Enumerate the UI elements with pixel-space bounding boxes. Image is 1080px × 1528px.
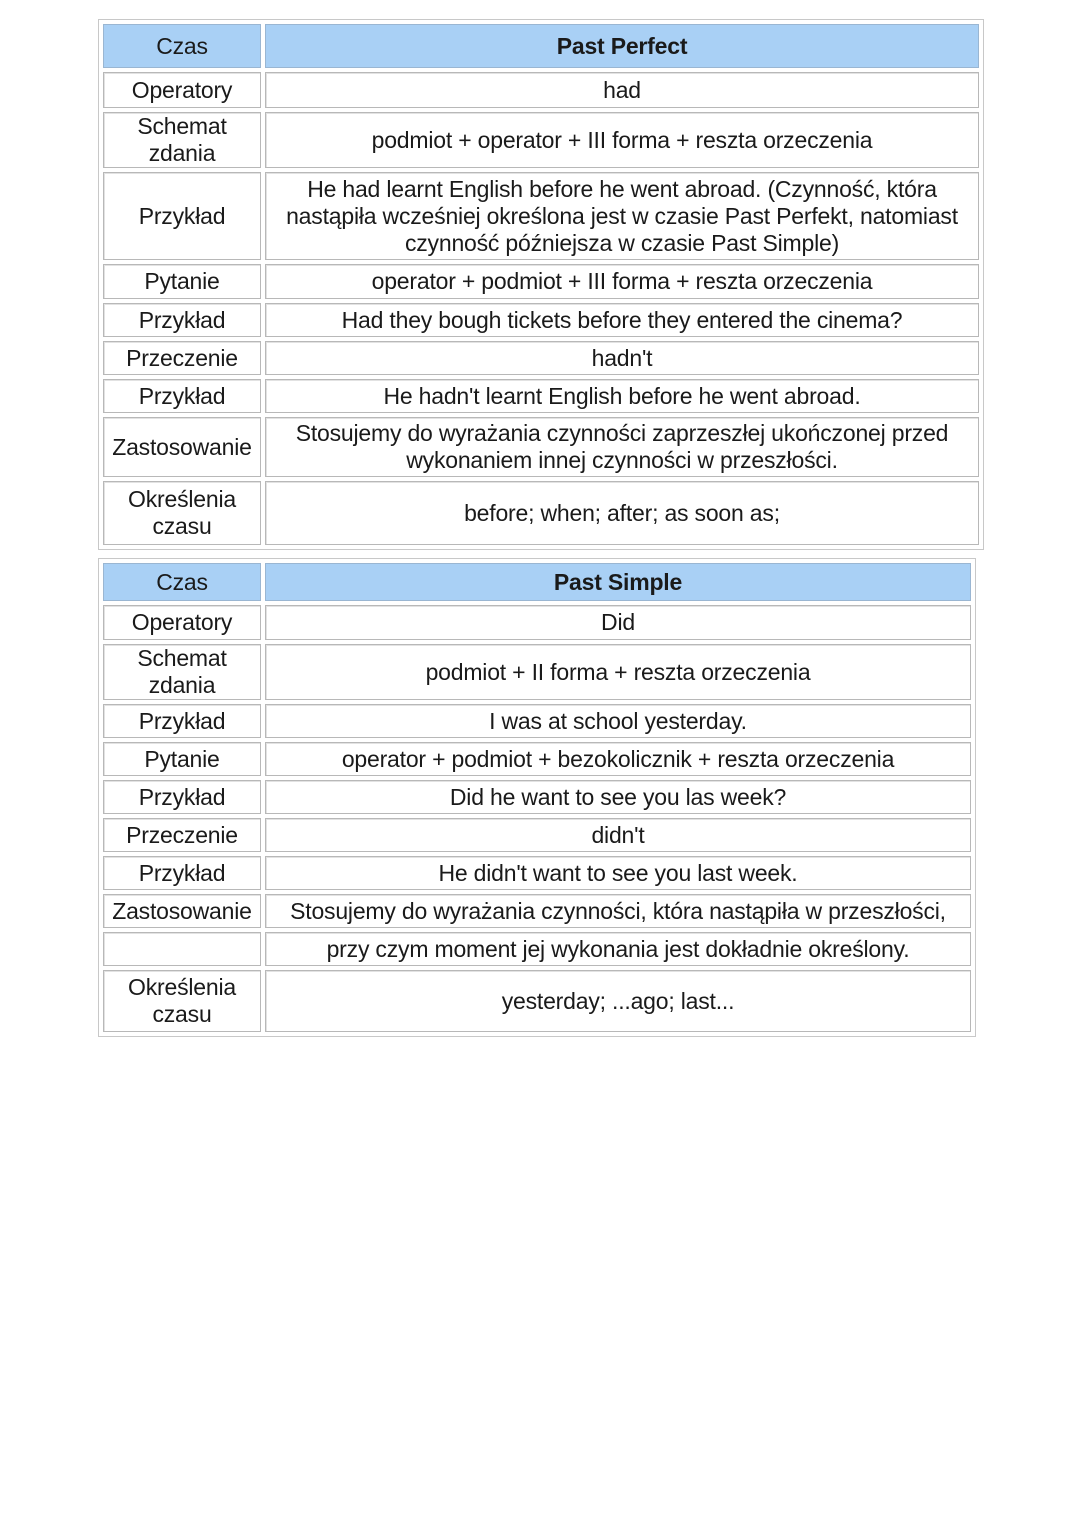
row-label: Przeczenie (103, 818, 261, 852)
row-label: Przeczenie (103, 341, 261, 375)
row-value: hadn't (265, 341, 979, 375)
table-row (103, 780, 971, 814)
row-label: Operatory (103, 72, 261, 108)
row-label: Operatory (103, 605, 261, 640)
table-header-row (103, 563, 971, 601)
table-row (103, 417, 979, 477)
tense-title: Past Simple (265, 563, 971, 601)
table-row (103, 742, 971, 776)
row-label: Schemat zdania (103, 112, 261, 168)
table-row (103, 894, 971, 928)
row-label: Przykład (103, 172, 261, 260)
table-row (103, 818, 971, 852)
row-value: Had they bough tickets before they entered the cinema? (265, 303, 979, 337)
row-value: Stosujemy do wyrażania czynności zaprzeszłej ukończonej przed wykonaniem innej czynności w przeszłości. (265, 417, 979, 477)
table-row (103, 172, 979, 260)
row-label: Zastosowanie (103, 417, 261, 477)
table-row (103, 856, 971, 890)
table-row (103, 112, 979, 168)
row-label: Przykład (103, 856, 261, 890)
past-simple-table (98, 558, 976, 1037)
row-value: yesterday; ...ago; last... (265, 970, 971, 1032)
row-value: didn't (265, 818, 971, 852)
table-row (103, 379, 979, 413)
header-label-cell: Czas (103, 563, 261, 601)
row-label: Przykład (103, 780, 261, 814)
row-value: He hadn't learnt English before he went abroad. (265, 379, 979, 413)
row-label: Pytanie (103, 742, 261, 776)
tense-title: Past Perfect (265, 24, 979, 68)
row-value: Stosujemy do wyrażania czynności, która nastąpiła w przeszłości, (265, 894, 971, 928)
row-label (103, 932, 261, 966)
table-row (103, 341, 979, 375)
table-row (103, 932, 971, 966)
table-row (103, 264, 979, 299)
header-label-cell: Czas (103, 24, 261, 68)
row-value: Did he want to see you las week? (265, 780, 971, 814)
table-row (103, 303, 979, 337)
row-value: He had learnt English before he went abroad. (Czynność, która nastąpiła wcześniej określona jest w czasie Past Perfekt, natomiast czynność późniejsza w czasie Past Simple) (265, 172, 979, 260)
row-value: operator + podmiot + bezokolicznik + reszta orzeczenia (265, 742, 971, 776)
row-label: Określenia czasu (103, 481, 261, 545)
row-value: I was at school yesterday. (265, 704, 971, 738)
row-value: had (265, 72, 979, 108)
row-label: Określenia czasu (103, 970, 261, 1032)
past-perfect-table (98, 19, 984, 550)
row-value: podmiot + II forma + reszta orzeczenia (265, 644, 971, 700)
row-label: Schemat zdania (103, 644, 261, 700)
row-value: podmiot + operator + III forma + reszta orzeczenia (265, 112, 979, 168)
row-label: Przykład (103, 704, 261, 738)
row-value: He didn't want to see you last week. (265, 856, 971, 890)
row-label: Przykład (103, 303, 261, 337)
table-row (103, 481, 979, 545)
table-row (103, 970, 971, 1032)
table-row (103, 644, 971, 700)
row-value: operator + podmiot + III forma + reszta orzeczenia (265, 264, 979, 299)
table-row (103, 72, 979, 108)
row-label: Przykład (103, 379, 261, 413)
table-row (103, 704, 971, 738)
row-value: przy czym moment jej wykonania jest dokładnie określony. (265, 932, 971, 966)
row-label: Zastosowanie (103, 894, 261, 928)
row-value: Did (265, 605, 971, 640)
row-value: before; when; after; as soon as; (265, 481, 979, 545)
row-label: Pytanie (103, 264, 261, 299)
table-header-row (103, 24, 979, 68)
table-row (103, 605, 971, 640)
